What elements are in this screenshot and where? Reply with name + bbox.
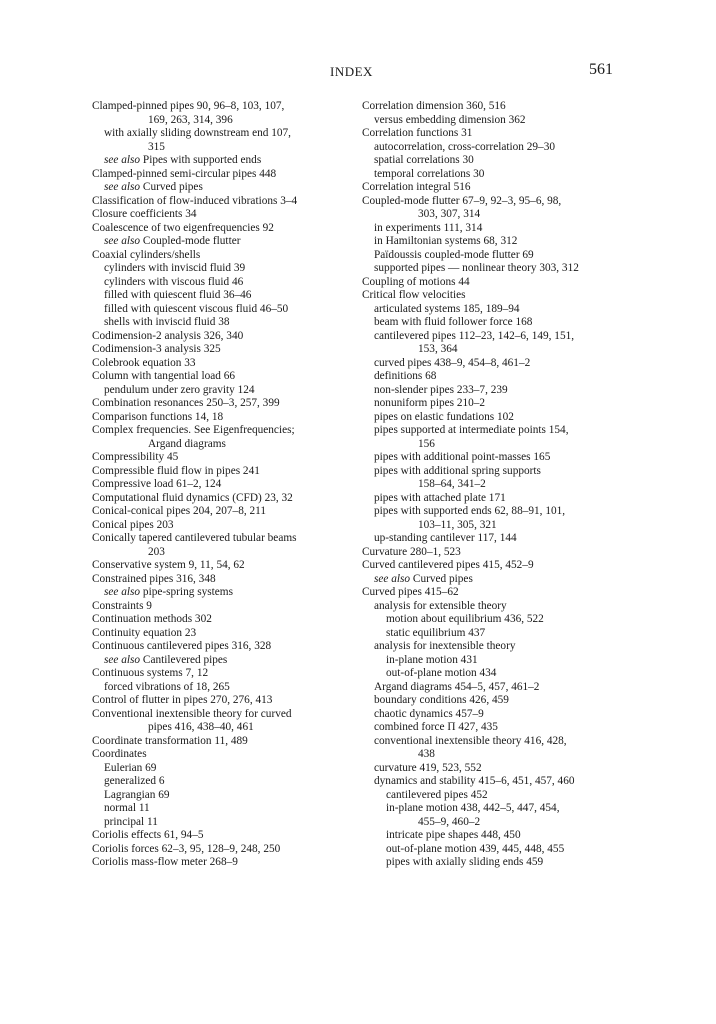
entry-text: static equilibrium 437 bbox=[386, 626, 486, 639]
index-entry bbox=[92, 181, 354, 195]
index-entry bbox=[92, 357, 354, 371]
entry-text: supported pipes — nonlinear theory 303, 312 bbox=[374, 262, 579, 274]
entry-text: intricate pipe shapes 448, 450 bbox=[386, 829, 521, 841]
index-entry bbox=[92, 762, 354, 776]
entry-text: with axially sliding downstream end 107, bbox=[104, 127, 291, 139]
entry-text: motion about equilibrium 436, 522 bbox=[386, 613, 544, 625]
entry-text: Clamped-pinned semi-circular pipes 448 bbox=[92, 167, 277, 180]
entry-text: in Hamiltonian systems 68, 312 bbox=[374, 235, 518, 247]
entry-text: in-plane motion 438, 442–5, 447, 454, bbox=[386, 802, 560, 814]
entry-text: Codimension-3 analysis 325 bbox=[92, 343, 221, 355]
index-entry bbox=[92, 100, 354, 114]
page-header bbox=[0, 61, 716, 84]
index-entry bbox=[362, 222, 648, 236]
index-entry bbox=[92, 343, 354, 357]
entry-text: Curvature 280–1, 523 bbox=[362, 545, 461, 558]
entry-text: Curved pipes 415–62 bbox=[362, 586, 459, 598]
index-entry bbox=[362, 708, 648, 722]
index-entry bbox=[92, 411, 354, 425]
index-entry bbox=[92, 465, 354, 479]
index-entry bbox=[92, 559, 354, 573]
index-entry bbox=[92, 519, 354, 533]
index-entry bbox=[362, 802, 648, 816]
entry-text: 169, 263, 314, 396 bbox=[148, 113, 233, 126]
index-entry bbox=[362, 586, 648, 600]
entry-text: Compressible fluid flow in pipes 241 bbox=[92, 464, 260, 477]
entry-text: Correlation dimension 360, 516 bbox=[362, 100, 506, 112]
entry-text: dynamics and stability 415–6, 451, 457, 460 bbox=[374, 775, 575, 787]
index-entry bbox=[92, 222, 354, 236]
entry-text: Païdoussis coupled-mode flutter 69 bbox=[374, 248, 534, 261]
index-entry bbox=[92, 370, 354, 384]
entry-text: Compressibility 45 bbox=[92, 451, 179, 463]
entry-text: Eulerian 69 bbox=[104, 761, 157, 774]
entry-text: pipes with additional point-masses 165 bbox=[374, 451, 551, 463]
index-entry bbox=[92, 586, 354, 600]
entry-text: analysis for inextensible theory bbox=[374, 640, 516, 652]
entry-text: 103–11, 305, 321 bbox=[418, 518, 497, 531]
index-entry bbox=[92, 613, 354, 627]
entry-text: Argand diagrams 454–5, 457, 461–2 bbox=[374, 680, 540, 693]
entry-text: Coalescence of two eigenfrequencies 92 bbox=[92, 221, 274, 234]
entry-text: Constrained pipes 316, 348 bbox=[92, 572, 216, 585]
index-entry bbox=[362, 492, 648, 506]
index-entry-continuation bbox=[362, 208, 648, 222]
entry-text: out-of-plane motion 434 bbox=[386, 667, 497, 679]
entry-text: pipes with attached plate 171 bbox=[374, 491, 506, 504]
index-entry-continuation bbox=[362, 438, 648, 452]
entry-text: in experiments 111, 314 bbox=[374, 221, 483, 234]
index-entry bbox=[92, 154, 354, 168]
index-entry bbox=[92, 627, 354, 641]
index-entry bbox=[92, 748, 354, 762]
entry-text: Classification of flow-induced vibrations 3–4 bbox=[92, 194, 298, 207]
index-entry-continuation bbox=[362, 816, 648, 830]
index-entry bbox=[362, 168, 648, 182]
entry-text: Conservative system 9, 11, 54, 62 bbox=[92, 559, 245, 571]
index-entry bbox=[92, 478, 354, 492]
index-entry bbox=[362, 735, 648, 749]
index-entry bbox=[362, 600, 648, 614]
index-entry bbox=[362, 424, 648, 438]
entry-text: Pipes with supported ends bbox=[140, 154, 262, 166]
index-entry bbox=[92, 843, 354, 857]
entry-text: 153, 364 bbox=[418, 343, 458, 355]
index-entry bbox=[92, 600, 354, 614]
entry-text: beam with fluid follower force 168 bbox=[374, 316, 533, 328]
entry-text: Conical-conical pipes 204, 207–8, 211 bbox=[92, 505, 267, 517]
entry-text: boundary conditions 426, 459 bbox=[374, 694, 509, 706]
index-entry bbox=[92, 789, 354, 803]
entry-text: autocorrelation, cross-correlation 29–30 bbox=[374, 140, 555, 153]
entry-text: versus embedding dimension 362 bbox=[374, 113, 526, 126]
entry-text: Computational fluid dynamics (CFD) 23, 32 bbox=[92, 491, 293, 504]
index-entry bbox=[362, 613, 648, 627]
entry-text: cylinders with viscous fluid 46 bbox=[104, 275, 244, 288]
index-entry bbox=[362, 465, 648, 479]
see-also-label: see also bbox=[104, 154, 141, 166]
index-entry bbox=[362, 573, 648, 587]
index-entry bbox=[362, 721, 648, 735]
entry-text: articulated systems 185, 189–94 bbox=[374, 302, 520, 315]
entry-text: Coaxial cylinders/shells bbox=[92, 248, 201, 261]
index-entry bbox=[362, 330, 648, 344]
index-entry bbox=[362, 100, 648, 114]
index-entry bbox=[362, 451, 648, 465]
entry-text: Continuous systems 7, 12 bbox=[92, 667, 209, 679]
index-entry-continuation bbox=[92, 546, 354, 560]
entry-text: principal 11 bbox=[104, 815, 158, 828]
index-entry bbox=[92, 667, 354, 681]
entry-text: normal 11 bbox=[104, 802, 150, 814]
index-entry bbox=[92, 532, 354, 546]
entry-text: Coriolis effects 61, 94–5 bbox=[92, 829, 204, 841]
entry-text: Column with tangential load 66 bbox=[92, 370, 236, 382]
entry-text: 303, 307, 314 bbox=[418, 208, 481, 220]
entry-text: pipes with supported ends 62, 88–91, 101, bbox=[374, 505, 566, 517]
entry-text: non-slender pipes 233–7, 239 bbox=[374, 383, 508, 396]
entry-text: Closure coefficients 34 bbox=[92, 208, 197, 220]
index-entry bbox=[92, 856, 354, 870]
entry-text: Correlation functions 31 bbox=[362, 127, 473, 139]
entry-text: pipes on elastic fundations 102 bbox=[374, 410, 514, 423]
entry-text: pendulum under zero gravity 124 bbox=[104, 383, 255, 396]
entry-text: Coupling of motions 44 bbox=[362, 275, 470, 288]
entry-text: Critical flow velocities bbox=[362, 289, 466, 301]
index-entry bbox=[362, 127, 648, 141]
entry-text: pipes with axially sliding ends 459 bbox=[386, 856, 544, 868]
index-entry bbox=[362, 640, 648, 654]
entry-text: 315 bbox=[148, 140, 165, 153]
entry-text: 158–64, 341–2 bbox=[418, 478, 486, 490]
entry-text: conventional inextensible theory 416, 428, bbox=[374, 734, 567, 747]
index-entry bbox=[362, 789, 648, 803]
index-entry bbox=[362, 249, 648, 263]
index-entry-continuation bbox=[92, 114, 354, 128]
index-entry-continuation bbox=[362, 478, 648, 492]
index-column-left bbox=[92, 100, 354, 870]
index-entry bbox=[92, 492, 354, 506]
index-entry bbox=[362, 181, 648, 195]
index-entry bbox=[92, 208, 354, 222]
index-entry bbox=[362, 154, 648, 168]
entry-text: Conventional inextensible theory for curved bbox=[92, 707, 292, 720]
entry-text: out-of-plane motion 439, 445, 448, 455 bbox=[386, 842, 565, 855]
entry-text: combined force Π 427, 435 bbox=[374, 721, 498, 733]
index-entry bbox=[92, 829, 354, 843]
index-entry bbox=[362, 141, 648, 155]
index-entry-continuation bbox=[92, 721, 354, 735]
entry-text: temporal correlations 30 bbox=[374, 167, 485, 180]
entry-text: Colebrook equation 33 bbox=[92, 356, 196, 369]
entry-text: Combination resonances 250–3, 257, 399 bbox=[92, 397, 280, 409]
entry-text: forced vibrations of 18, 265 bbox=[104, 680, 230, 693]
entry-text: Coordinates bbox=[92, 748, 147, 760]
running-head: INDEX bbox=[330, 64, 373, 79]
index-entry bbox=[92, 316, 354, 330]
index-entry bbox=[92, 384, 354, 398]
entry-text: cantilevered pipes 452 bbox=[386, 788, 488, 801]
index-entry bbox=[362, 762, 648, 776]
entry-text: Correlation integral 516 bbox=[362, 181, 471, 193]
entry-text: in-plane motion 431 bbox=[386, 653, 478, 666]
entry-text: Constraints 9 bbox=[92, 599, 152, 612]
index-entry bbox=[362, 289, 648, 303]
index-entry bbox=[362, 316, 648, 330]
index-entry bbox=[362, 843, 648, 857]
index-entry bbox=[92, 235, 354, 249]
entry-text: Coupled-mode flutter 67–9, 92–3, 95–6, 98, bbox=[362, 194, 562, 207]
index-entry bbox=[362, 829, 648, 843]
entry-text: spatial correlations 30 bbox=[374, 154, 474, 166]
see-also-label: see also bbox=[104, 653, 141, 666]
index-entry bbox=[92, 276, 354, 290]
entry-text: 455–9, 460–2 bbox=[418, 815, 481, 828]
entry-text: curvature 419, 523, 552 bbox=[374, 761, 482, 774]
index-entry bbox=[92, 775, 354, 789]
entry-text: pipe-spring systems bbox=[140, 586, 233, 598]
index-entry bbox=[92, 802, 354, 816]
entry-text: filled with quiescent viscous fluid 46–50 bbox=[104, 302, 289, 315]
index-entry bbox=[362, 262, 648, 276]
entry-text: Curved cantilevered pipes 415, 452–9 bbox=[362, 559, 534, 571]
index-entry bbox=[362, 397, 648, 411]
entry-text: Cantilevered pipes bbox=[140, 653, 228, 666]
see-also-label: see also bbox=[374, 572, 411, 585]
entry-text: Comparison functions 14, 18 bbox=[92, 410, 224, 423]
entry-text: Codimension-2 analysis 326, 340 bbox=[92, 329, 244, 342]
index-entry bbox=[92, 694, 354, 708]
entry-text: pipes supported at intermediate points 154, bbox=[374, 424, 569, 436]
index-entry bbox=[362, 235, 648, 249]
index-entry bbox=[362, 694, 648, 708]
entry-text: shells with inviscid fluid 38 bbox=[104, 316, 230, 328]
entry-text: pipes with additional spring supports bbox=[374, 464, 541, 477]
index-entry bbox=[362, 856, 648, 870]
index-entry bbox=[92, 505, 354, 519]
entry-text: Lagrangian 69 bbox=[104, 788, 170, 801]
index-entry bbox=[92, 735, 354, 749]
index-entry bbox=[92, 168, 354, 182]
index-entry bbox=[92, 289, 354, 303]
entry-text: Control of flutter in pipes 270, 276, 413 bbox=[92, 694, 273, 706]
index-entry bbox=[92, 424, 354, 438]
index-entry bbox=[362, 532, 648, 546]
entry-text: Coupled-mode flutter bbox=[140, 235, 241, 247]
index-entry bbox=[362, 681, 648, 695]
entry-text: up-standing cantilever 117, 144 bbox=[374, 532, 517, 544]
index-entry-continuation bbox=[362, 519, 648, 533]
entry-text: 438 bbox=[418, 748, 435, 760]
entry-text: Clamped-pinned pipes 90, 96–8, 103, 107, bbox=[92, 100, 285, 112]
entry-text: Curved pipes bbox=[410, 572, 473, 585]
entry-text: pipes 416, 438–40, 461 bbox=[148, 721, 254, 733]
index-entry-continuation bbox=[92, 438, 354, 452]
entry-text: definitions 68 bbox=[374, 370, 437, 382]
entry-text: Conically tapered cantilevered tubular beams bbox=[92, 532, 297, 544]
entry-text: Continuity equation 23 bbox=[92, 626, 197, 639]
index-entry bbox=[92, 127, 354, 141]
index-entry bbox=[92, 708, 354, 722]
entry-text: Compressive load 61–2, 124 bbox=[92, 478, 222, 490]
index-entry-continuation bbox=[362, 748, 648, 762]
index-column-right bbox=[362, 100, 648, 870]
see-also-label: see also bbox=[104, 181, 141, 193]
index-entry bbox=[92, 816, 354, 830]
index-entry bbox=[92, 640, 354, 654]
index-entry bbox=[362, 775, 648, 789]
entry-text: Continuation methods 302 bbox=[92, 613, 212, 625]
index-entry bbox=[92, 262, 354, 276]
entry-text: curved pipes 438–9, 454–8, 461–2 bbox=[374, 356, 531, 369]
index-entry bbox=[362, 627, 648, 641]
index-entry bbox=[362, 559, 648, 573]
entry-text: Complex frequencies. See Eigenfrequencies; bbox=[92, 424, 295, 436]
page-number: 561 bbox=[589, 61, 613, 78]
entry-text: chaotic dynamics 457–9 bbox=[374, 707, 484, 720]
index-entry bbox=[92, 654, 354, 668]
entry-text: Coriolis mass-flow meter 268–9 bbox=[92, 856, 238, 868]
index-entry bbox=[362, 276, 648, 290]
index-entry bbox=[362, 303, 648, 317]
index-entry bbox=[92, 451, 354, 465]
index-entry bbox=[92, 303, 354, 317]
index-entry bbox=[92, 573, 354, 587]
index-entry bbox=[92, 195, 354, 209]
index-entry-continuation bbox=[362, 343, 648, 357]
index-entry bbox=[92, 397, 354, 411]
index-entry bbox=[362, 370, 648, 384]
index-entry bbox=[362, 654, 648, 668]
index-entry bbox=[362, 195, 648, 209]
entry-text: Curved pipes bbox=[140, 181, 203, 193]
index-entry bbox=[362, 505, 648, 519]
entry-text: filled with quiescent fluid 36–46 bbox=[104, 289, 252, 301]
entry-text: Conical pipes 203 bbox=[92, 518, 174, 531]
index-entry bbox=[362, 357, 648, 371]
see-also-label: see also bbox=[104, 586, 141, 598]
entry-text: Coriolis forces 62–3, 95, 128–9, 248, 250 bbox=[92, 842, 281, 855]
index-entry bbox=[362, 384, 648, 398]
index-entry bbox=[362, 667, 648, 681]
entry-text: Argand diagrams bbox=[148, 437, 226, 450]
index-entry-continuation bbox=[92, 141, 354, 155]
see-also-label: see also bbox=[104, 235, 141, 247]
index-entry bbox=[92, 330, 354, 344]
entry-text: cylinders with inviscid fluid 39 bbox=[104, 262, 246, 274]
entry-text: cantilevered pipes 112–23, 142–6, 149, 151, bbox=[374, 329, 575, 342]
entry-text: Continuous cantilevered pipes 316, 328 bbox=[92, 640, 272, 652]
entry-text: analysis for extensible theory bbox=[374, 599, 507, 612]
index-entry bbox=[92, 249, 354, 263]
index-entry bbox=[362, 546, 648, 560]
index-entry bbox=[362, 114, 648, 128]
entry-text: generalized 6 bbox=[104, 775, 165, 787]
entry-text: nonuniform pipes 210–2 bbox=[374, 397, 486, 409]
entry-text: 156 bbox=[418, 437, 435, 450]
entry-text: Coordinate transformation 11, 489 bbox=[92, 734, 248, 747]
index-entry bbox=[92, 681, 354, 695]
entry-text: 203 bbox=[148, 545, 165, 558]
index-entry bbox=[362, 411, 648, 425]
